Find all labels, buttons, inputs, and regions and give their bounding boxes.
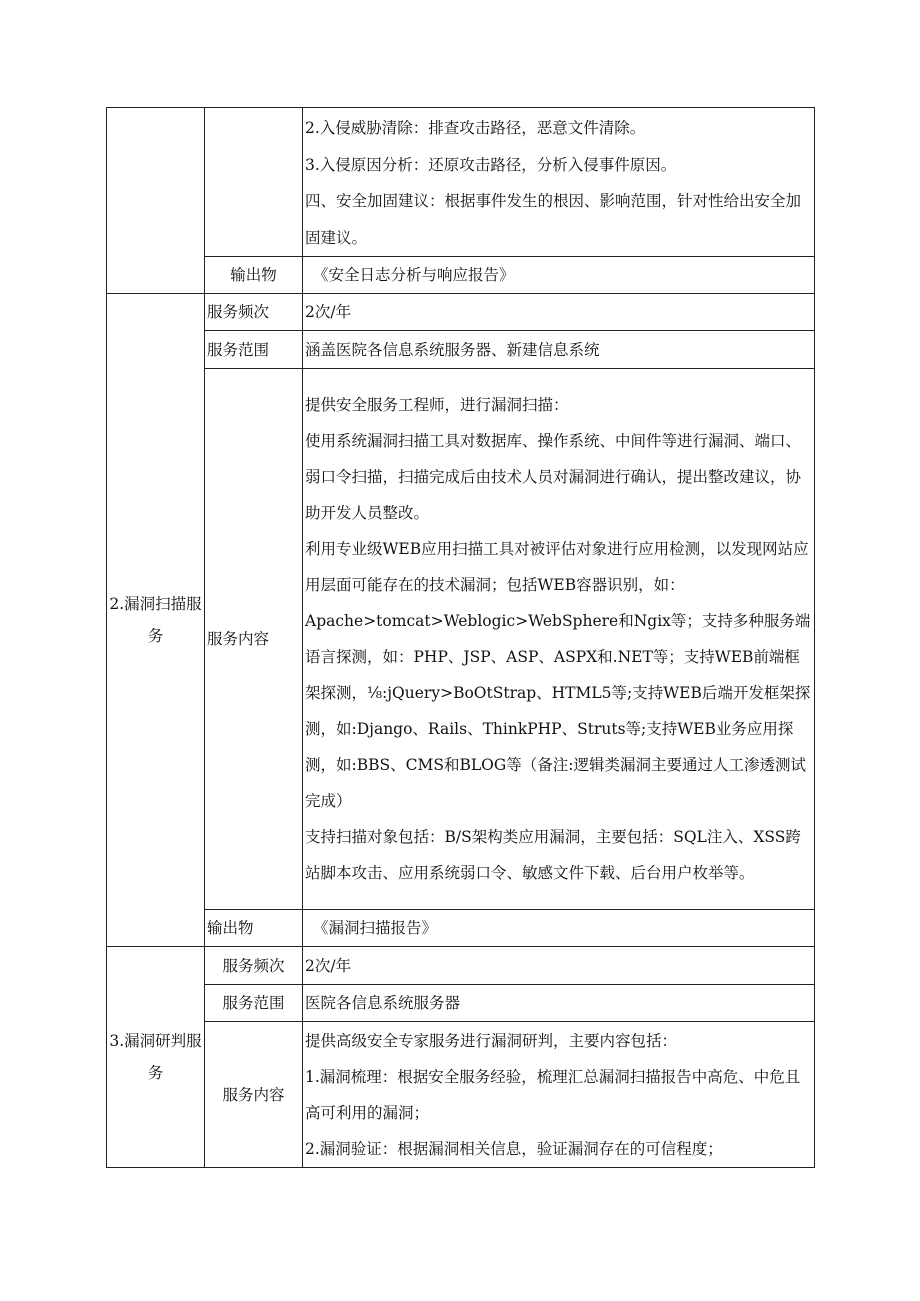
section1-content-cell — [303, 108, 815, 257]
section1-line-2: 3.入侵原因分析：还原攻击路径，分析入侵事件原因。 — [305, 155, 677, 174]
section2-content-line-1: 提供安全服务工程师，进行漏洞扫描： — [305, 396, 569, 414]
section1-title-cell — [107, 108, 205, 294]
section2-output-label: 输出物 — [205, 910, 303, 947]
section3-frequency-value: 2次/年 — [303, 947, 815, 985]
section2-scope-value: 涵盖医院各信息系统服务器、新建信息系统 — [303, 331, 815, 369]
section3-scope-value: 医院各信息系统服务器 — [303, 985, 815, 1022]
section1-line-1: 2.入侵威胁清除：排查攻击路径，恶意文件清除。 — [305, 119, 646, 137]
section3-frequency-label: 服务频次 — [205, 947, 303, 985]
section1-output-value: 《安全日志分析与响应报告》 — [303, 257, 815, 294]
section3-title: 3.漏洞研判服务 — [107, 947, 205, 1168]
section2-frequency-value: 2次/年 — [303, 294, 815, 331]
section3-scope-label: 服务范围 — [205, 985, 303, 1022]
section2-content-line-2: 使用系统漏洞扫描工具对数据库、操作系统、中间件等进行漏洞、端口、弱口令扫描，扫描完成后由技术人员对漏洞进行确认，提出整改建议，协助开发人员整改。 — [305, 432, 802, 522]
section2-frequency-label: 服务频次 — [205, 294, 303, 331]
section3-content-cell — [303, 1022, 815, 1168]
section2-content-label: 服务内容 — [205, 369, 303, 910]
section3-content-line-3: 2.漏洞验证：根据漏洞相关信息，验证漏洞存在的可信程度； — [305, 1139, 723, 1158]
section2-content-line-4: 支持扫描对象包括：B/S架构类应用漏洞，主要包括：SQL注入、XSS跨站脚本攻击、应用系统弱口令、敏感文件下载、后台用户枚举等。 — [305, 828, 801, 882]
section2-title: 2.漏洞扫描服务 — [107, 294, 205, 947]
section3-content-line-1: 提供高级安全专家服务进行漏洞研判，主要内容包括： — [305, 1031, 678, 1050]
section1-output-label: 输出物 — [205, 257, 303, 294]
section1-line-3: 四、安全加固建议：根据事件发生的根因、影响范围，针对性给出安全加固建议。 — [305, 192, 802, 247]
section2-content-line-3: 利用专业级WEB应用扫描工具对被评估对象进行应用检测，以发现网站应用层面可能存在的技术漏洞；包括WEB容器识别，如：Apache>tomcat>Weblogic>WebSphere和Ngix等；支持多种服务端语言探测，如：PHP、JSP、ASP、ASPX和.NET等；支持WEB前端框架探测，⅛:jQuery>BoOtStrap、HTML5等;支持WEB后端开发框架探测，如:Django、Rails、ThinkPHP、Struts等;支持WEB业务应用探测，如:BBS、CMS和BLOG等（备注:逻辑类漏洞主要通过人工渗透测试完成） — [305, 540, 811, 810]
service-table — [106, 107, 815, 1168]
section3-content-label: 服务内容 — [205, 1022, 303, 1168]
section3-content-line-2: 1.漏洞梳理：根据安全服务经验，梳理汇总漏洞扫描报告中高危、中危且高可利用的漏洞； — [305, 1067, 801, 1122]
section1-label-cell — [205, 108, 303, 257]
section2-output-value: 《漏洞扫描报告》 — [303, 910, 815, 947]
section2-scope-label: 服务范围 — [205, 331, 303, 369]
section2-content-cell — [303, 369, 815, 910]
